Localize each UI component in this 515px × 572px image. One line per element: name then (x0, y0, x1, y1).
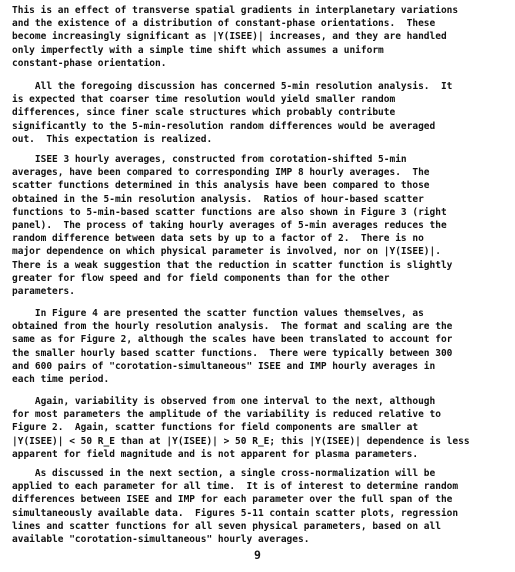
paragraph-3 (12, 153, 504, 298)
text-line: same as for Figure 2, although the scales have been translated to account for (12, 334, 453, 346)
text-line: simultaneously available data. Figures 5-11 contain scatter plots, regression (12, 507, 459, 519)
text-line: apparent for field magnitude and is not apparent for plasma parameters. (12, 448, 419, 460)
paragraph-6 (12, 467, 504, 546)
text-line: each time period. (12, 374, 110, 386)
text-line: As discussed in the next section, a single cross-normalization will be (12, 468, 436, 479)
text-line: functions to 5-min-based scatter functions are also shown in Figure 3 (right (12, 206, 447, 218)
text-line: |Y(ISEE)| < 50 R_E than at |Y(ISEE)| > 50 R_E; this |Y(ISEE)| dependence is less (12, 435, 470, 447)
text-line: out. This expectation is realized. (12, 133, 213, 145)
text-line: There is a weak suggestion that the reduction in scatter function is slightly (12, 259, 453, 271)
text-line: become increasingly significant as |Y(ISEE)| increases, and they are handled (12, 31, 447, 43)
text-line: Figure 2. Again, scatter functions for field components are smaller at (12, 422, 419, 434)
text-line: All the foregoing discussion has concerned 5-min resolution analysis. It (12, 81, 453, 92)
text-line: constant-phase orientation. (12, 57, 167, 69)
text-line: available "corotation-simultaneous" hourly averages. (12, 534, 310, 546)
paragraph-5 (12, 395, 504, 461)
text-line: differences, since finer scale structures which probably contribute (12, 107, 396, 119)
text-line: significantly to the 5-min-resolution random differences would be averaged (12, 120, 436, 132)
text-line: averages, have been compared to corresponding IMP 8 hourly averages. The (12, 167, 430, 179)
text-line: and the existence of a distribution of constant-phase orientations. These (12, 18, 436, 30)
text-line: applied to each parameter for all time. It is of interest to determine random (12, 481, 459, 493)
paragraph-4 (12, 307, 504, 386)
text-line: lines and scatter functions for all seven physical parameters, based on all (12, 520, 441, 532)
text-line: In Figure 4 are presented the scatter function values themselves, as (12, 308, 424, 319)
text-line: Again, variability is observed from one interval to the next, although (12, 396, 436, 407)
text-line: greater for flow speed and for field components than for the other (12, 272, 390, 284)
text-line: obtained from the hourly resolution analysis. The format and scaling are the (12, 321, 453, 333)
text-line: random difference between data sets by up to a factor of 2. There is no (12, 233, 424, 245)
text-line: the smaller hourly based scatter functions. There were typically between 300 (12, 347, 453, 359)
text-line: scatter functions determined in this analysis have been compared to those (12, 180, 430, 192)
text-line: only imperfectly with a simple time shift which assumes a uniform (12, 44, 384, 56)
paragraph-1 (12, 4, 504, 70)
text-line: differences between ISEE and IMP for each parameter over the full span of the (12, 494, 453, 506)
text-line: obtained in the 5-min resolution analysis. Ratios of hour-based scatter (12, 193, 424, 205)
text-line: and 600 pairs of "corotation-simultaneous" ISEE and IMP hourly averages in (12, 360, 436, 372)
text-line: panel). The process of taking hourly averages of 5-min averages reduces the (12, 220, 447, 232)
text-line: This is an effect of transverse spatial gradients in interplanetary variations (12, 5, 459, 16)
text-line: is expected that coarser time resolution would yield smaller random (12, 94, 396, 106)
page-number: 9 (254, 548, 261, 562)
text-line: for most parameters the amplitude of the variability is reduced relative to (12, 409, 441, 421)
text-line: major dependence on which physical parameter is involved, nor on |Y(ISEE)|. (12, 246, 441, 258)
text-line: ISEE 3 hourly averages, constructed from corotation-shifted 5-min (12, 154, 407, 165)
text-line: parameters. (12, 286, 75, 298)
paragraph-2 (12, 80, 504, 146)
